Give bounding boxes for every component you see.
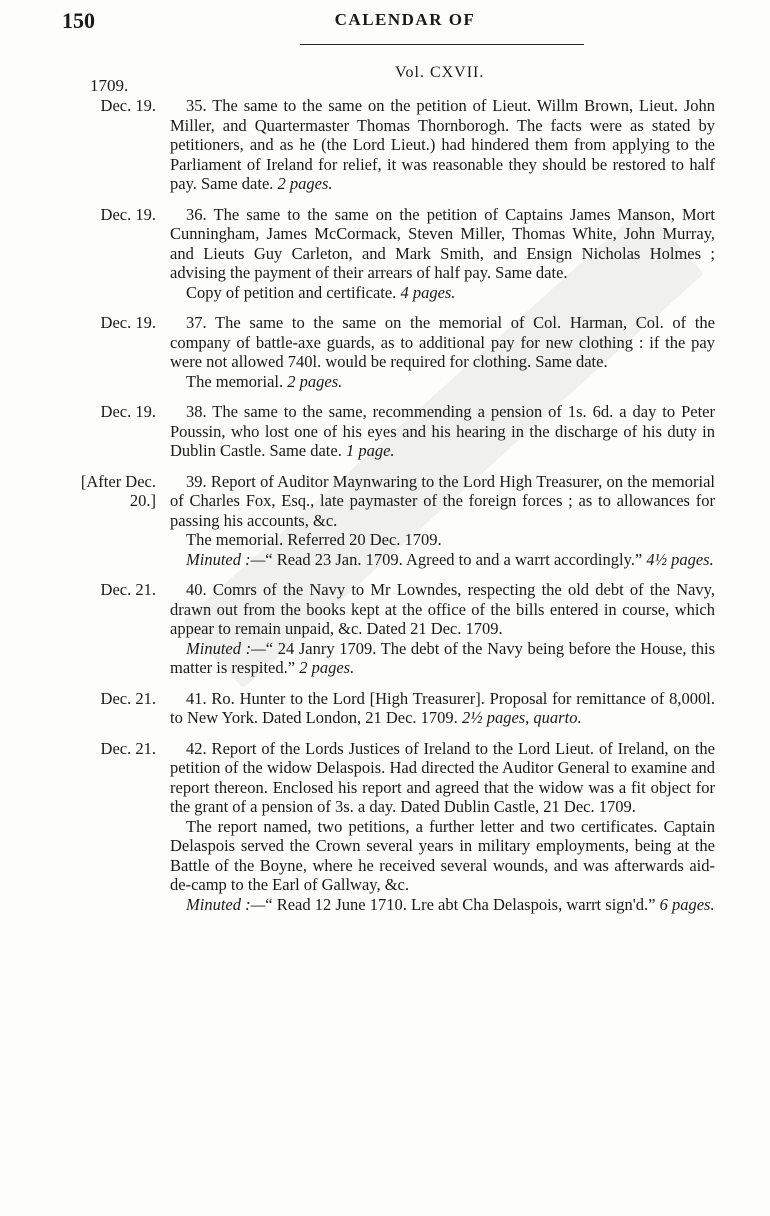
- entry-note: The report named, two petitions, a further letter and two certificates. Captain Delaspois served the Crown several years in military employments, being at the Battle of the Boyne, where he received several wounds, and was afterwards aid-de-camp to the Earl of Gallway, &c.: [170, 816, 715, 894]
- entry-35: [70, 96, 715, 194]
- entry-pages: 2 pages.: [287, 371, 343, 391]
- header-rule: [300, 44, 584, 45]
- entry-text: 35. The same to the same on the petition of Lieut. Willm Brown, Lieut. John Miller, and Quartermaster Thomas Thornborogh. The facts were as stated by petitioners, and as he (the Lord Lieut.) had hindered them from applying to the Parliament of Ireland for relief, it was reasonable they should be restored to half pay. Same date.: [170, 96, 715, 193]
- entry-text: 37. The same to the same on the memorial of Col. Harman, Col. of the company of battle-axe guards, as to additional pay for new clothing : if the pay were not allowed 740l. would be required for clothing. Same date.: [170, 313, 715, 371]
- entry-date: Dec. 19.: [100, 96, 156, 115]
- entry-body: [170, 472, 715, 570]
- running-title: CALENDAR OF: [334, 10, 476, 29]
- entry-41: [70, 689, 715, 728]
- entry-pages: 4 pages.: [400, 282, 456, 302]
- entry-body: [170, 96, 715, 194]
- entry-42: [70, 739, 715, 915]
- entry-text: 36. The same to the same on the petition of Captains James Manson, Mort Cunningham, James McCormack, Steven Miller, Thomas White, John Murray, and Lieuts Guy Carleton, and Mark Smith, and Ensign Nicholas Holmes ; advising the payment of their arrears of half pay. Same date.: [170, 204, 715, 282]
- entry-pages: 1 page.: [345, 441, 395, 460]
- entry-note: Copy of petition and certificate.: [186, 282, 397, 302]
- entry-text: 41. Ro. Hunter to the Lord [High Treasurer]. Proposal for remittance of 8,000l. to New York. Dated London, 21 Dec. 1709.: [170, 688, 715, 727]
- entry-date: Dec. 19.: [100, 313, 156, 332]
- entry-date: Dec. 21.: [100, 580, 156, 599]
- entry-text: 39. Report of Auditor Maynwaring to the Lord High Treasurer, on the memorial of Charles Fox, Esq., late paymaster of the foreign forces ; as to allowances for passing his accounts, &c.: [170, 471, 715, 530]
- entry-39: [70, 472, 715, 570]
- entry-36: [70, 205, 715, 303]
- entry-date: Dec. 19.: [100, 204, 156, 224]
- entry-text: 38. The same to the same, recommending a pension of 1s. 6d. a day to Peter Poussin, who lost one of his eyes and his hearing in the discharge of his duty in Dublin Castle. Same date.: [170, 402, 715, 460]
- minuted-text: “ 24 Janry 1709. The debt of the Navy being before the House, this matter is respited.”: [170, 638, 716, 677]
- minuted-label: Minuted :—: [186, 638, 266, 658]
- entry-date: Dec. 21.: [100, 738, 156, 758]
- entry-body: [170, 580, 715, 678]
- entry-body: [170, 205, 715, 303]
- entry-date: Dec. 21.: [100, 688, 156, 708]
- calendar-entries: [70, 96, 715, 925]
- entry-pages: 2½ pages, quarto.: [461, 708, 582, 727]
- entry-note: The memorial.: [186, 371, 284, 391]
- entry-body: [170, 402, 715, 461]
- entry-body: [170, 313, 715, 391]
- page-number: 150: [62, 8, 95, 33]
- minuted-label: Minuted :—: [186, 549, 266, 569]
- minuted-text: “ Read 12 June 1710. Lre abt Cha Delaspois, warrt sign'd.”: [265, 894, 656, 914]
- entry-40: [70, 580, 715, 678]
- entry-body: [170, 739, 715, 915]
- entry-37: [70, 313, 715, 391]
- volume-heading: Vol. CXVII.: [395, 64, 485, 81]
- entry-pages: 6 pages.: [659, 894, 715, 914]
- minuted-label: Minuted :—: [186, 894, 266, 914]
- minuted-text: “ Read 23 Jan. 1709. Agreed to and a warrt accordingly.”: [265, 549, 643, 569]
- entry-pages: 4½ pages.: [646, 549, 714, 569]
- entry-body: [170, 689, 715, 728]
- entry-pages: 2 pages.: [277, 174, 333, 193]
- entry-text: 40. Comrs of the Navy to Mr Lowndes, respecting the old debt of the Navy, drawn out from the books kept at the office of the bills entered in course, which appear to remain unpaid, &c. Dated 21 Dec. 1709.: [170, 580, 715, 638]
- entry-note: The memorial. Referred 20 Dec. 1709.: [186, 530, 442, 549]
- entry-date: [After Dec. 20.]: [80, 471, 156, 510]
- entry-date: Dec. 19.: [100, 402, 156, 421]
- entry-pages: 2 pages.: [299, 658, 355, 677]
- entry-38: [70, 402, 715, 461]
- entry-text: 42. Report of the Lords Justices of Ireland to the Lord Lieut. of Ireland, on the petition of the widow Delaspois. Had directed the Auditor General to examine and report thereon. Enclosed his report and agreed that the widow was a fit object for the grant of a pension of 3s. a day. Dated Dublin Castle, 21 Dec. 1709.: [170, 738, 715, 816]
- year-label: 1709.: [90, 76, 129, 95]
